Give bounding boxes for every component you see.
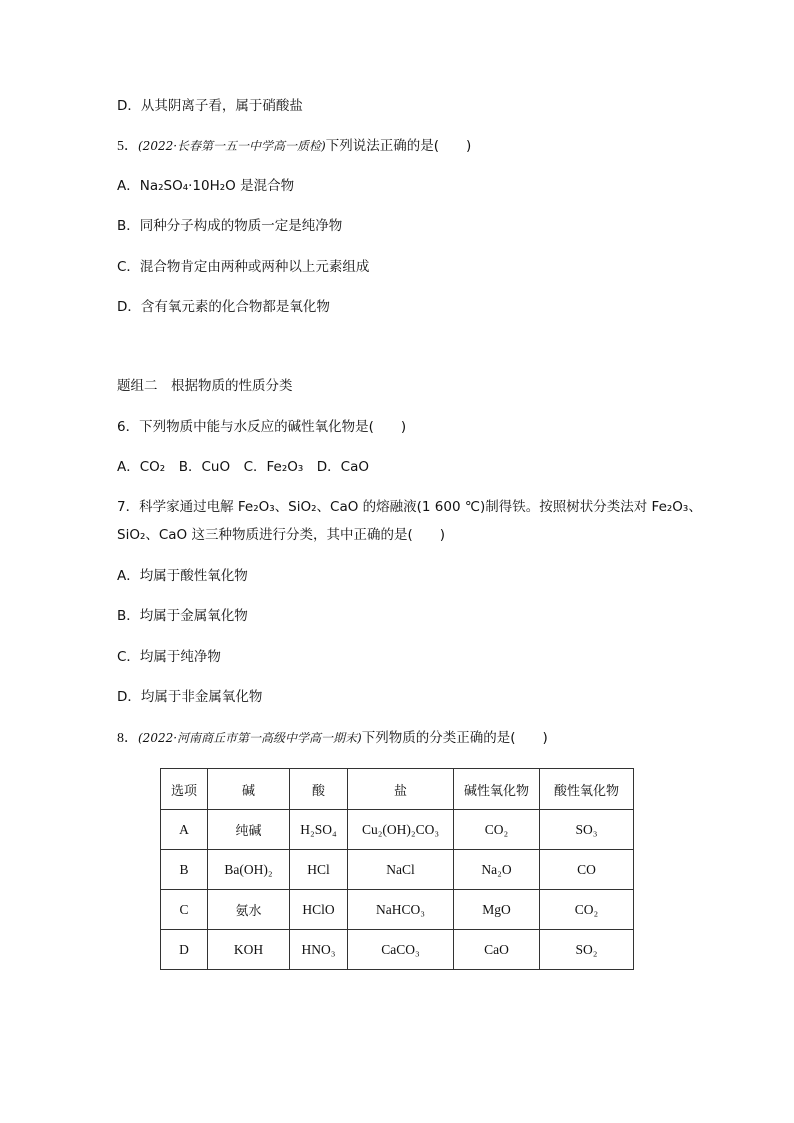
group-2-heading: 题组二 根据物质的性质分类 <box>117 378 293 394</box>
table-cell: Ba(OH)₂ <box>208 850 290 890</box>
question-8-source: (2022·河南商丘市第一高级中学高一期末) <box>138 731 362 745</box>
table-cell: C <box>161 890 208 930</box>
table-header-cell: 酸 <box>290 769 348 810</box>
table-row <box>161 930 634 970</box>
table-header-cell: 选项 <box>161 769 208 810</box>
table-cell: 氨水 <box>208 890 290 930</box>
question-5-stem <box>117 137 471 156</box>
question-7-option-d: D．均属于非金属氧化物 <box>117 689 263 705</box>
table-cell: MgO <box>454 890 540 930</box>
table-cell: HCl <box>290 850 348 890</box>
table-cell: SO₂ <box>540 930 634 970</box>
table-cell: H₂SO₄ <box>290 810 348 850</box>
question-5-option-a: A．Na₂SO₄·10H₂O 是混合物 <box>117 178 295 194</box>
question-6-options: A．CO₂ B．CuO C．Fe₂O₃ D．CaO <box>117 459 369 475</box>
table-row <box>161 850 634 890</box>
table-row <box>161 890 634 930</box>
question-7-option-a: A．均属于酸性氧化物 <box>117 568 248 584</box>
question-6-stem: 6．下列物质中能与水反应的碱性氧化物是( ) <box>117 419 407 435</box>
table-cell: Na₂O <box>454 850 540 890</box>
table-cell: CaO <box>454 930 540 970</box>
question-7-option-c: C．均属于纯净物 <box>117 649 221 665</box>
table-cell: NaHCO₃ <box>348 890 454 930</box>
table-cell: CO₂ <box>454 810 540 850</box>
question-5-number: 5． <box>117 139 138 154</box>
table-cell: HClO <box>290 890 348 930</box>
table-header-cell: 碱 <box>208 769 290 810</box>
table-header-cell: 碱性氧化物 <box>454 769 540 810</box>
question-5-option-d: D．含有氧元素的化合物都是氧化物 <box>117 299 330 315</box>
question-8-stem <box>117 729 548 748</box>
table-header-cell: 盐 <box>348 769 454 810</box>
table-cell: B <box>161 850 208 890</box>
question-5-source: (2022·长春第一五一中学高一质检) <box>138 139 326 153</box>
table-cell: A <box>161 810 208 850</box>
q4-option-d: D．从其阴离子看，属于硝酸盐 <box>117 98 303 114</box>
question-7-stem-line-2: SiO₂、CaO 这三种物质进行分类，其中正确的是( ) <box>117 527 446 543</box>
question-5-option-b: B．同种分子构成的物质一定是纯净物 <box>117 218 343 234</box>
classification-table <box>160 768 634 970</box>
table-cell: HNO₃ <box>290 930 348 970</box>
question-7-option-b: B．均属于金属氧化物 <box>117 608 248 624</box>
question-7-stem-line-1: 7．科学家通过电解 Fe₂O₃、SiO₂、CaO 的熔融液(1 600 ℃)制得铁。按照树状分类法对 Fe₂O₃、 <box>117 499 702 515</box>
table-cell: CaCO₃ <box>348 930 454 970</box>
question-8-text: 下列物质的分类正确的是( ) <box>361 730 548 746</box>
table-cell: Cu₂(OH)₂CO₃ <box>348 810 454 850</box>
table-cell: 纯碱 <box>208 810 290 850</box>
table-cell: CO <box>540 850 634 890</box>
table-header-row <box>161 769 634 810</box>
question-5-text: 下列说法正确的是( ) <box>325 138 472 154</box>
question-8-number: 8． <box>117 731 138 746</box>
table-cell: D <box>161 930 208 970</box>
table-cell: CO₂ <box>540 890 634 930</box>
table-cell: SO₃ <box>540 810 634 850</box>
question-5-option-c: C．混合物肯定由两种或两种以上元素组成 <box>117 259 370 275</box>
table-cell: NaCl <box>348 850 454 890</box>
table-header-cell: 酸性氧化物 <box>540 769 634 810</box>
table-row <box>161 810 634 850</box>
table-cell: KOH <box>208 930 290 970</box>
